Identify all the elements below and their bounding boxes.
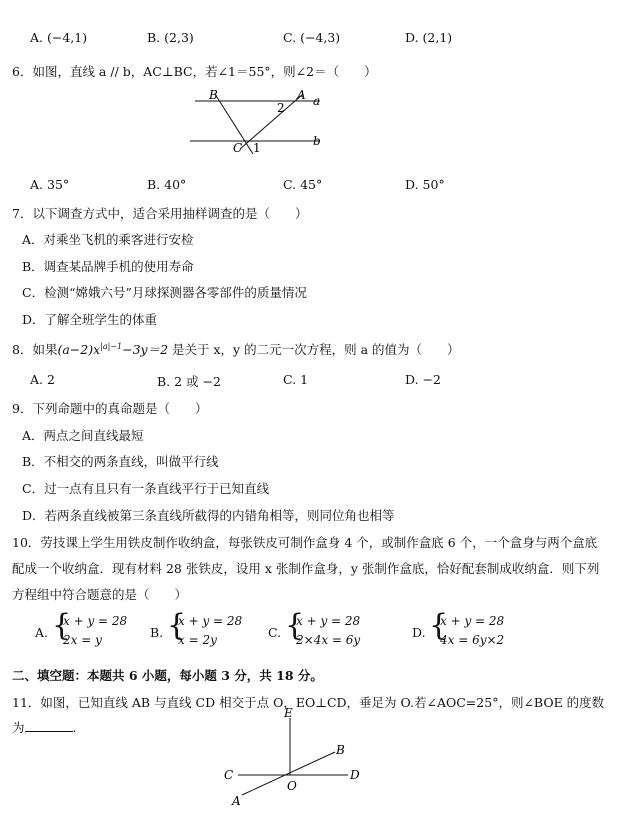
q9-stem: 9．下列命题中的真命题是（ ） (12, 401, 208, 416)
label-a-point: A (297, 88, 306, 102)
q8-option-c: C. 1 (283, 372, 309, 387)
q11-line-2: 为 . (12, 720, 77, 735)
q10-option-c-label: C. (268, 625, 282, 640)
label-d-point: D (350, 768, 360, 782)
q6-option-c: C. 45° (283, 177, 323, 192)
q9-option-c: C．过一点有且只有一条直线平行于已知直线 (22, 481, 270, 496)
label-angle-1: 1 (253, 141, 261, 155)
q10-option-b-eq1: x + y = 28 (178, 614, 243, 628)
q10-line-2: 配成一个收纳盒．现有材料 28 张铁皮，设用 x 张制作盒身，y 张制作盒底，恰好配套制成收纳盒．则下列 (12, 561, 600, 576)
q10-option-a-eq2: 2x = y (63, 633, 102, 647)
q5-option-c: C. (−4,3) (283, 30, 341, 45)
q7-option-d: D．了解全班学生的体重 (22, 312, 158, 327)
label-b-point-2: B (336, 743, 345, 757)
q6-option-b: B. 40° (147, 177, 187, 192)
q5-option-d: D. (2,1) (405, 30, 453, 45)
q10-option-d-brace: { (429, 608, 449, 643)
q6-option-a: A. 35° (30, 177, 70, 192)
q10-option-d-label: D. (412, 625, 426, 640)
q10-option-a-label: A. (35, 625, 49, 640)
q9-option-d: D．若两条直线被第三条直线所截得的内错角相等，则同位角也相等 (22, 508, 395, 523)
q8-stem: 8．如果$(a-2)x^{|a|-1}-3y=2$ 是关于 x，y 的二元一次方程，则 a 的值为（ ） (12, 341, 460, 357)
q6-figure (185, 86, 335, 156)
q8-option-a: A. 2 (30, 372, 55, 387)
label-angle-2: 2 (277, 101, 285, 115)
label-line-b: b (313, 134, 321, 148)
q7-stem: 7．以下调查方式中，适合采用抽样调查的是（ ） (12, 206, 308, 221)
q6-option-d: D. 50° (405, 177, 445, 192)
label-b-point: B (209, 88, 218, 102)
q10-option-c-eq2: 2×4x = 6y (296, 633, 361, 647)
q10-option-c-brace: { (285, 608, 305, 643)
q6-stem: 6．如图，直线 a // b，AC⊥BC，若∠1＝55°，则∠2＝（ ） (12, 64, 377, 79)
q10-option-b-label: B. (150, 625, 164, 640)
q10-option-a-eq1: x + y = 28 (63, 614, 128, 628)
q9-option-a: A．两点之间直线最短 (22, 428, 144, 443)
q10-option-b-eq2: x = 2y (178, 633, 217, 647)
q7-option-a: A．对乘坐飞机的乘客进行安检 (22, 232, 194, 247)
q10-line-1: 10．劳技课上学生用铁皮制作收纳盒，每张铁皮可制作盒身 4 个，或制作盒底 6 个，一个盒身与两个盒底 (12, 535, 598, 550)
label-e-point: E (284, 706, 293, 720)
label-line-a: a (313, 94, 321, 108)
q5-option-a: A. (−4,1) (30, 30, 88, 45)
q9-option-b: B．不相交的两条直线，叫做平行线 (22, 454, 219, 469)
q7-option-c: C．检测“嫦娥六号”月球探测器各零部件的质量情况 (22, 285, 307, 300)
q11-line-1: 11．如图，已知直线 AB 与直线 CD 相交于点 O，EO⊥CD，垂足为 O.若∠AOC=25°，则∠BOE 的度数 (12, 695, 605, 710)
q10-option-d-eq2: 4x = 6y×2 (440, 633, 505, 647)
q10-option-d-eq1: x + y = 28 (440, 614, 505, 628)
q11-answer-blank[interactable] (25, 721, 73, 732)
q7-option-b: B．调查某品牌手机的使用寿命 (22, 259, 194, 274)
label-c-point-2: C (224, 768, 234, 782)
label-c-point: C (233, 141, 243, 155)
section-2-heading: 二、填空题：本题共 6 小题，每小题 3 分，共 18 分。 (12, 668, 323, 683)
label-o-point: O (287, 779, 297, 793)
q11-figure (220, 706, 370, 810)
q8-option-b: B. 2 或 −2 (157, 374, 221, 389)
q10-option-a-brace: { (52, 608, 72, 643)
q10-line-3: 方程组中符合题意的是（ ） (12, 587, 188, 602)
q10-option-b-brace: { (167, 608, 187, 643)
q5-option-b: B. (2,3) (147, 30, 194, 45)
q10-option-c-eq1: x + y = 28 (296, 614, 361, 628)
label-a-point-2: A (232, 794, 241, 808)
q8-option-d: D. −2 (405, 372, 441, 387)
